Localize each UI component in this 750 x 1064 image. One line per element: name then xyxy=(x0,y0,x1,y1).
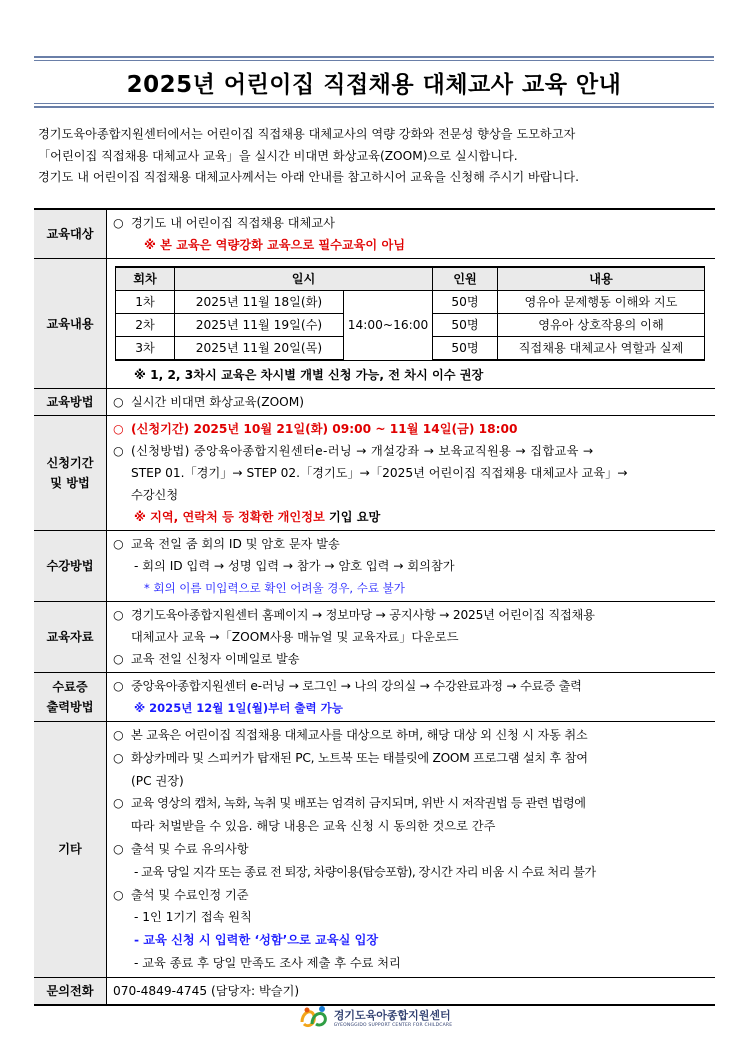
circle-bullet: ○ xyxy=(113,652,124,666)
target-note: ※ 본 교육은 역량강화 교육으로 필수교육이 아님 xyxy=(144,238,405,252)
row-contact xyxy=(34,977,715,1005)
circle-bullet: ○ xyxy=(113,841,124,856)
apply-method-2: STEP 01.「경기」→ STEP 02.「경기도」→「2025년 어린이집 직접채용 대체교사 교육」→ xyxy=(131,466,628,480)
footer-logo xyxy=(0,1004,750,1030)
label-apply-1: 신청기간 xyxy=(46,456,94,470)
sched-time: 14:00~16:00 xyxy=(344,291,433,361)
apply-method-3: 수강신청 xyxy=(131,488,179,502)
row-apply xyxy=(34,416,715,531)
label-attend: 수강방법 xyxy=(34,531,107,602)
sched-header: 내용 xyxy=(498,267,705,291)
row-materials xyxy=(34,602,715,673)
method-text: 실시간 비대면 화상교육(ZOOM) xyxy=(131,395,305,409)
label-apply-2: 및 방법 xyxy=(50,476,90,490)
contact-value: 070-4849-4745 (담당자: 박슬기) xyxy=(113,983,300,998)
sched-header: 일시 xyxy=(175,267,433,291)
intro-line: 경기도육아종합지원센터에서는 어린이집 직접채용 대체교사의 역량 강화와 전문성 향상을 도모하고자 xyxy=(38,127,576,141)
etc-l4a: - 교육 당일 지각 또는 종료 전 퇴장, 차량이용(탑승포함), 장시간 자리 비움 시 수료 처리 불가 xyxy=(134,864,596,879)
center-logo-icon xyxy=(298,1004,330,1030)
row-target xyxy=(34,209,715,259)
apply-period: (신청기간) 2025년 10월 21일(화) 09:00 ~ 11월 14일(금) 18:00 xyxy=(131,422,518,436)
label-target: 교육대상 xyxy=(34,209,107,259)
info-table xyxy=(34,208,715,1006)
circle-bullet: ○ xyxy=(113,728,124,742)
content-note: ※ 1, 2, 3차시 교육은 차시별 개별 신청 가능, 전 차시 이수 권장 xyxy=(134,368,484,382)
page-title: 2025년 어린이집 직접채용 대체교사 교육 안내 xyxy=(126,71,622,98)
footer-name: 경기도육아종합지원센터 xyxy=(333,1008,451,1022)
row-certificate xyxy=(34,673,715,722)
content-target xyxy=(107,209,716,259)
content-method xyxy=(107,389,716,416)
label-method: 교육방법 xyxy=(34,389,107,416)
label-content: 교육내용 xyxy=(34,259,107,389)
apply-note: 기입 요망 xyxy=(324,510,381,524)
attend-text: 교육 전일 줌 회의 ID 및 암호 문자 발송 xyxy=(131,537,340,551)
etc-l3b: 따라 처벌받을 수 있음. 해당 내용은 교육 신청 시 동의한 것으로 간주 xyxy=(131,819,496,834)
sched-round: 3차 xyxy=(116,337,175,361)
etc-l3: 교육 영상의 캡처, 녹화, 녹취 및 배포는 엄격히 금지되며, 위반 시 저작권법 등 관련 법령에 xyxy=(131,796,586,811)
sched-topic: 영유아 문제행동 이해와 지도 xyxy=(498,291,705,314)
etc-l5: 출석 및 수료인정 기준 xyxy=(131,887,249,902)
schedule-row xyxy=(116,291,705,314)
attend-steps: - 회의 ID 입력 → 성명 입력 → 참가 → 암호 입력 → 회의참가 xyxy=(134,559,455,573)
apply-note-red: ※ 지역, 연락처 등 정확한 개인정보 xyxy=(134,510,325,524)
schedule-table xyxy=(115,266,705,361)
content-certificate xyxy=(107,673,716,722)
circle-bullet: ○ xyxy=(113,679,124,693)
label-certificate-1: 수료증 xyxy=(52,680,88,694)
circle-bullet: ○ xyxy=(113,750,124,765)
sched-date: 2025년 11월 18일(화) xyxy=(175,291,344,314)
footer-name-en: GYEONGGIDO SUPPORT CENTER FOR CHILDCARE xyxy=(333,1022,453,1028)
etc-l5c: - 교육 종료 후 당일 만족도 조사 제출 후 수료 처리 xyxy=(134,955,401,970)
target-text: 경기도 내 어린이집 직접채용 대체교사 xyxy=(131,216,335,230)
row-etc xyxy=(34,722,715,978)
materials-email: 교육 전일 신청자 이메일로 발송 xyxy=(131,652,300,666)
sched-header: 회차 xyxy=(116,267,175,291)
circle-bullet: ○ xyxy=(113,216,124,230)
circle-bullet: ○ xyxy=(113,395,124,409)
circle-bullet: ○ xyxy=(113,537,124,551)
content-contact xyxy=(107,977,716,1005)
etc-l5b: - 교육 신청 시 입력한 ‘성함’으로 교육실 입장 xyxy=(134,933,379,948)
label-certificate-2: 출력방법 xyxy=(46,700,94,714)
intro-line: 「어린이집 직접채용 대체교사 교육」을 실시간 비대면 화상교육(ZOOM)으로 실시합니다. xyxy=(38,148,518,163)
certificate-text: 중앙육아종합지원센터 e-러닝 → 로그인 → 나의 강의실 → 수강완료과정 → 수료증 출력 xyxy=(131,679,582,693)
content-attend xyxy=(107,531,716,602)
circle-bullet: ○ xyxy=(113,887,124,902)
circle-bullet: ○ xyxy=(113,422,124,436)
sched-round: 2차 xyxy=(116,314,175,337)
sched-topic: 영유아 상호작용의 이해 xyxy=(498,314,705,337)
content-etc xyxy=(107,722,716,978)
circle-bullet: ○ xyxy=(113,608,124,622)
row-attend xyxy=(34,531,715,602)
materials-text-2: 대체교사 교육 →「ZOOM사용 매뉴얼 및 교육자료」다운로드 xyxy=(131,630,459,644)
sched-round: 1차 xyxy=(116,291,175,314)
etc-l1: 본 교육은 어린이집 직접채용 대체교사를 대상으로 하며, 해당 대상 외 신청 시 자동 취소 xyxy=(131,728,588,742)
etc-l5a: - 1인 1기기 접속 원칙 xyxy=(134,910,252,925)
sched-count: 50명 xyxy=(433,291,498,314)
label-certificate xyxy=(34,673,107,722)
label-etc: 기타 xyxy=(34,722,107,978)
circle-bullet: ○ xyxy=(113,796,124,811)
sched-date: 2025년 11월 19일(수) xyxy=(175,314,344,337)
content-materials xyxy=(107,602,716,673)
sched-header: 인원 xyxy=(433,267,498,291)
intro-line: 경기도 내 어린이집 직접채용 대체교사께서는 아래 안내를 참고하시어 교육을 신청해 주시기 바랍니다. xyxy=(38,170,579,184)
row-content xyxy=(34,259,715,389)
content-apply xyxy=(107,416,716,531)
label-apply xyxy=(34,416,107,531)
materials-text: 경기도육아종합지원센터 홈페이지 → 정보마당 → 공지사항 → 2025년 어린이집 직접채용 xyxy=(131,608,595,622)
title-banner xyxy=(34,56,714,108)
sched-date: 2025년 11월 20일(목) xyxy=(175,337,344,361)
intro-text xyxy=(38,124,728,189)
sched-count: 50명 xyxy=(433,337,498,361)
etc-l4: 출석 및 수료 유의사항 xyxy=(131,841,249,856)
content-content xyxy=(107,259,716,389)
sched-topic: 직접채용 대체교사 역할과 실제 xyxy=(498,337,705,361)
certificate-note: ※ 2025년 12월 1일(월)부터 출력 가능 xyxy=(134,701,343,715)
etc-l2: 화상카메라 및 스피커가 탑재된 PC, 노트북 또는 태블릿에 ZOOM 프로그램 설치 후 참여 xyxy=(131,750,588,765)
etc-l2b: (PC 권장) xyxy=(131,773,184,788)
label-contact: 문의전화 xyxy=(34,977,107,1005)
attend-note: * 회의 이름 미입력으로 확인 어려울 경우, 수료 불가 xyxy=(144,581,405,595)
circle-bullet: ○ xyxy=(113,444,124,458)
label-materials: 교육자료 xyxy=(34,602,107,673)
sched-count: 50명 xyxy=(433,314,498,337)
row-method xyxy=(34,389,715,416)
apply-method: (신청방법) 중앙육아종합지원센터e-러닝 → 개설강좌 → 보육교직원용 → 집합교육 → xyxy=(131,444,594,458)
